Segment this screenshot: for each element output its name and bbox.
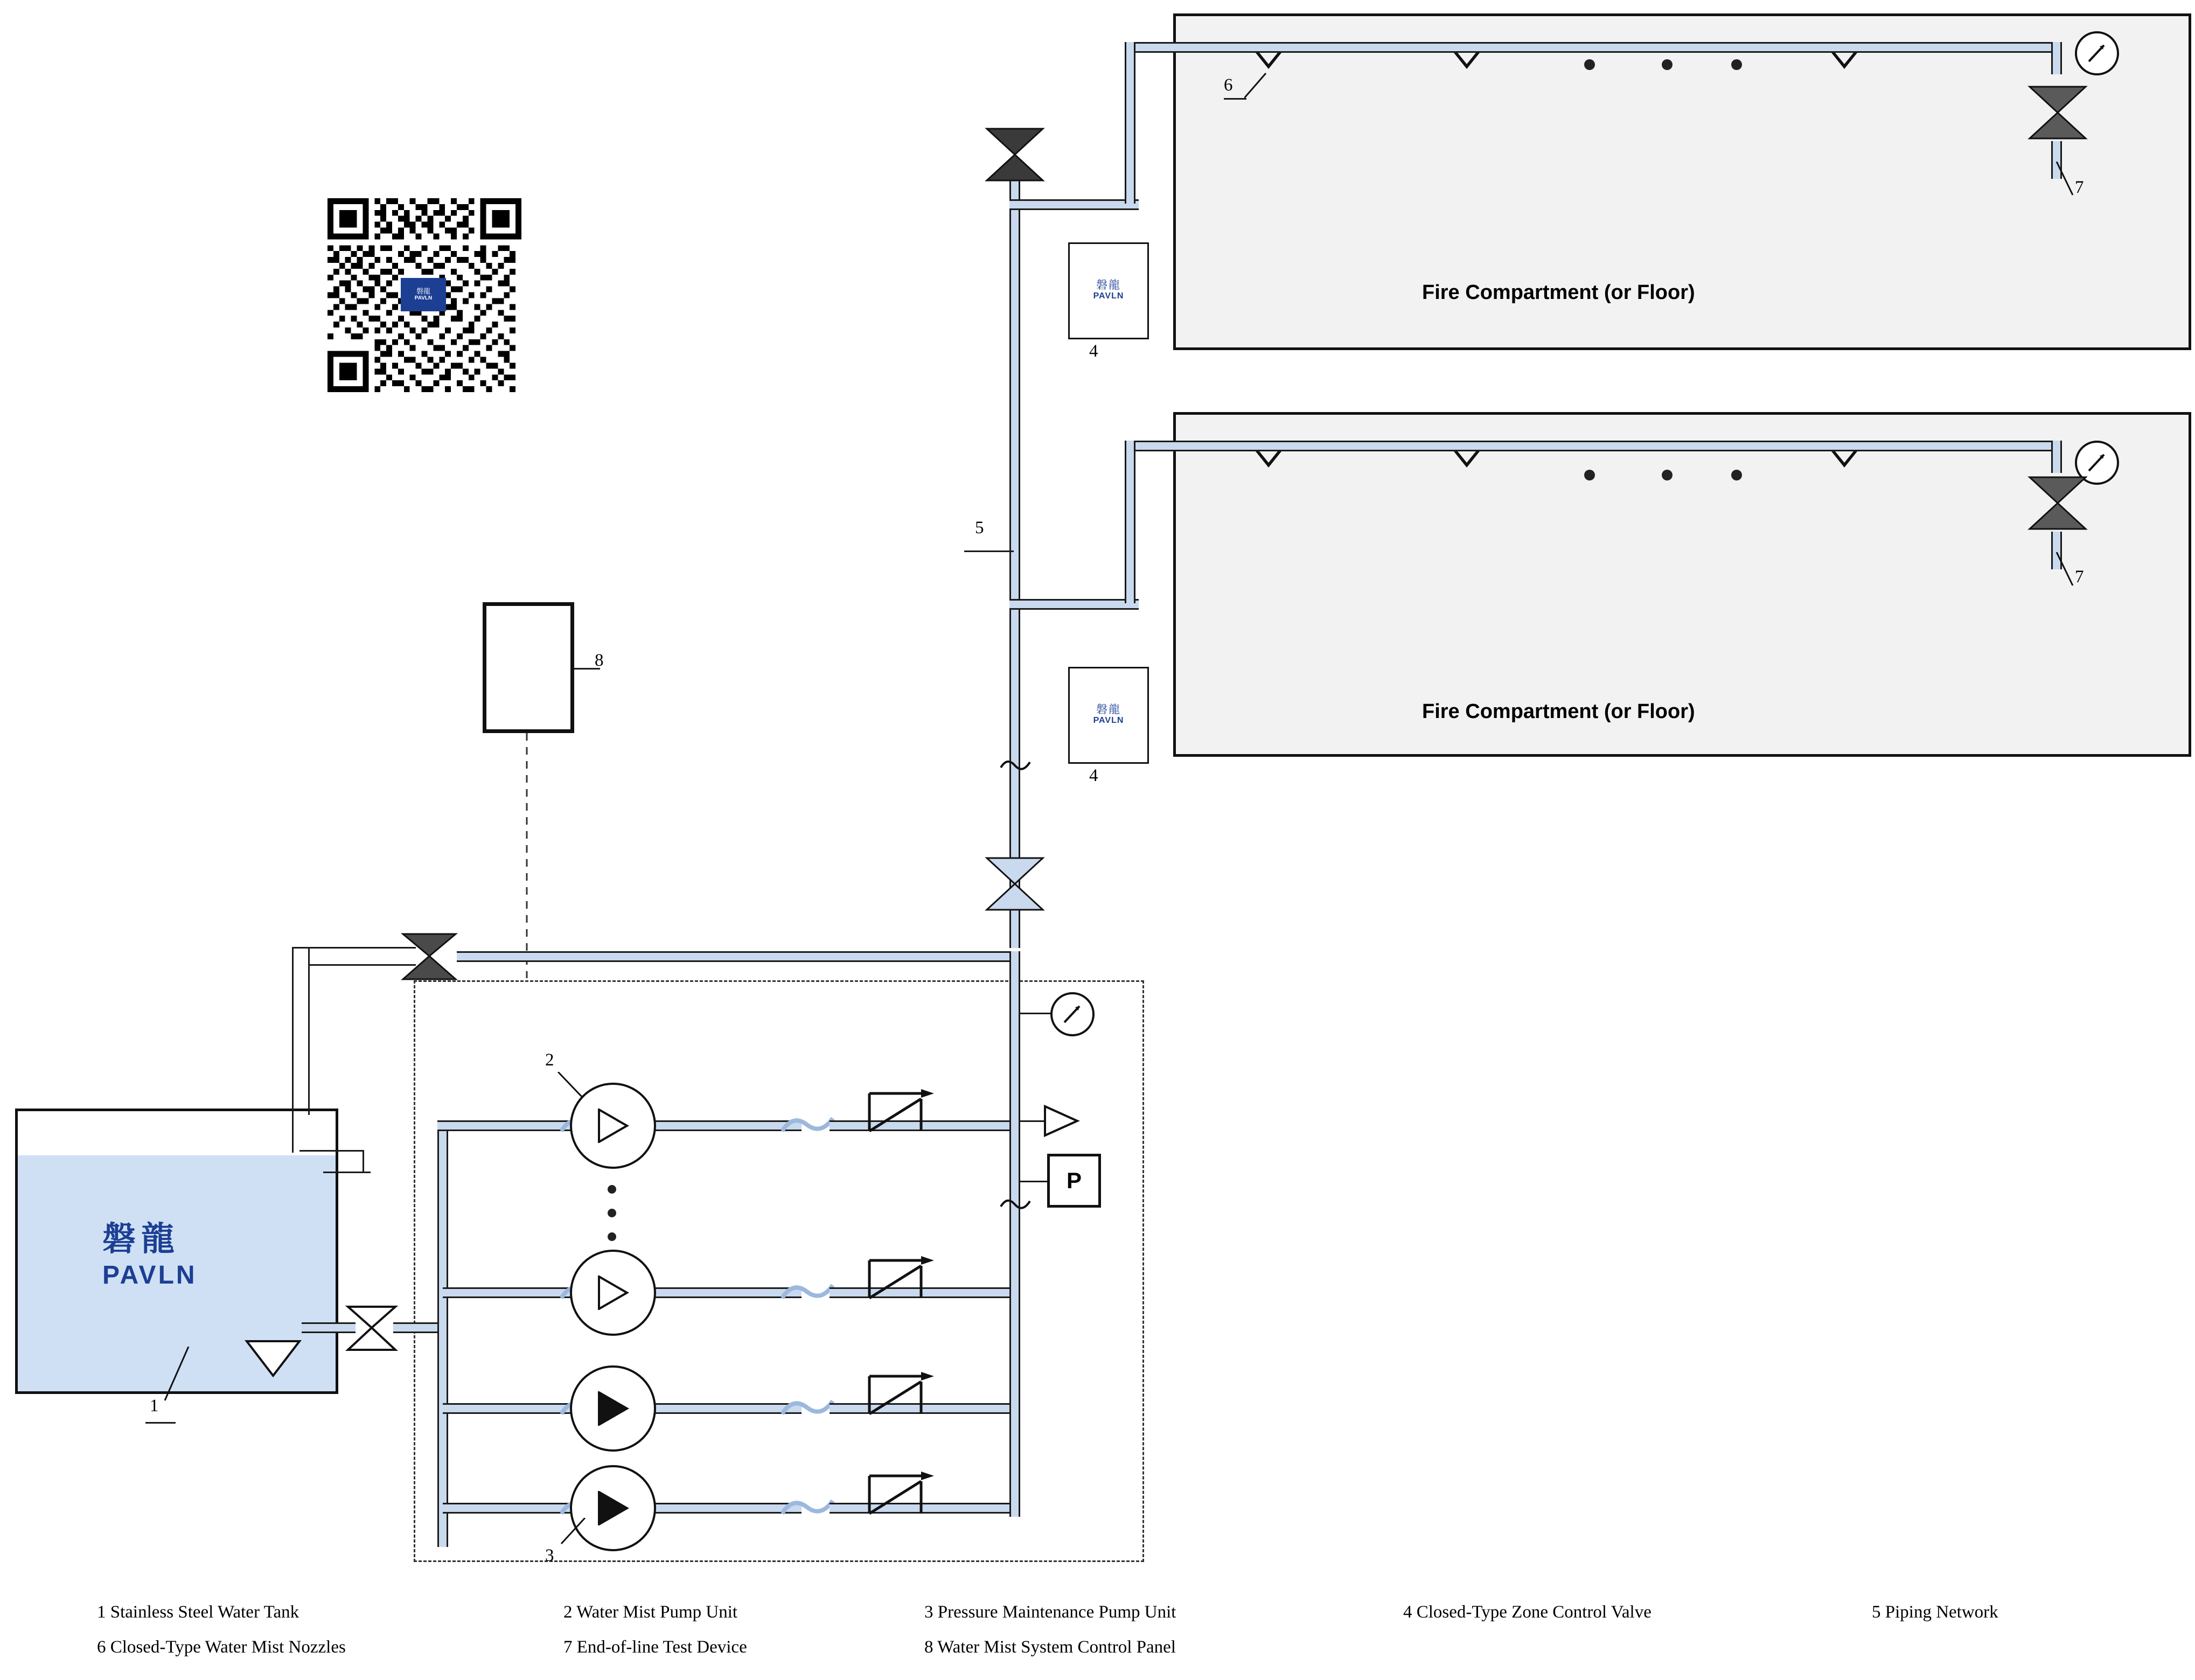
legend-item-8: 8 Water Mist System Control Panel	[924, 1637, 1176, 1657]
qr-code	[327, 198, 521, 392]
callout-tank: 1	[150, 1396, 159, 1416]
pump-3-discharge-pipe	[656, 1403, 802, 1414]
pump-4-suction-pipe	[443, 1503, 572, 1514]
zone-feed-bottom-riser	[1125, 441, 1135, 603]
zone-control-valve-bottom-logo-en: PAVLN	[1093, 716, 1124, 726]
callout-nozzle-leader	[1224, 98, 1246, 100]
zone-feed-bottom	[1009, 599, 1139, 610]
riser-main-control-valve	[977, 855, 1053, 915]
tank-fill-drop	[363, 1150, 364, 1173]
suction-manifold	[437, 1120, 448, 1547]
pump-ellipsis-1	[608, 1185, 616, 1194]
nozzle-bottom-2-inner	[1458, 451, 1476, 463]
nozzle-bottom-1-inner	[1259, 451, 1278, 463]
pump-house-boundary	[414, 980, 1144, 1562]
legend-item-6: 6 Closed-Type Water Mist Nozzles	[97, 1637, 346, 1657]
pressure-switch-label: P	[1066, 1168, 1082, 1193]
nozzle-bottom-3-inner	[1835, 451, 1853, 463]
pump-1-discharge-pipe	[656, 1120, 802, 1131]
check-valve-1	[862, 1077, 948, 1142]
eol-valve-top	[2020, 83, 2095, 143]
callout-tank-underline	[145, 1422, 176, 1424]
pressure-gauge-top	[2075, 31, 2119, 75]
callout-jockey-pump-leader	[558, 1518, 596, 1552]
legend-item-4: 4 Closed-Type Zone Control Valve	[1403, 1602, 1652, 1622]
qr-logo-en: PAVLN	[414, 295, 433, 301]
water-mist-pump-1-impeller-outline	[597, 1109, 629, 1143]
tank-supply-top-1	[292, 947, 416, 949]
discharge-manifold	[1009, 951, 1020, 1517]
pump-ellipsis-2	[608, 1209, 616, 1217]
branch-pipe-top-riser	[2051, 42, 2062, 74]
legend-item-3: 3 Pressure Maintenance Pump Unit	[924, 1602, 1176, 1622]
callout-piping-network: 5	[975, 518, 984, 538]
nozzle-top-2-inner	[1458, 53, 1476, 64]
water-tank-logo-cn: 磐龍	[102, 1219, 180, 1258]
ellipsis-dot-top-1	[1584, 59, 1595, 70]
zone-control-valve-top-logo-en: PAVLN	[1093, 291, 1124, 301]
tank-fill-line-1	[299, 1150, 364, 1152]
callout-piping-leader	[964, 550, 1014, 552]
pump-1-flex-connector-out	[781, 1110, 835, 1141]
zone-control-valve-bottom-logo-cn: 磐龍	[1096, 703, 1121, 716]
legend-item-5: 5 Piping Network	[1872, 1602, 1998, 1622]
qr-logo-cn: 磐龍	[416, 287, 430, 296]
branch-pipe-bottom-riser	[2051, 441, 2062, 473]
control-panel-signal-line	[519, 733, 535, 981]
zone-control-valve-top-logo-cn: 磐龍	[1096, 278, 1121, 292]
suction-connect-pipe	[393, 1322, 443, 1333]
ellipsis-dot-bottom-3	[1731, 470, 1742, 480]
discharge-header	[457, 951, 1020, 962]
control-panel[interactable]	[483, 602, 574, 733]
tank-suction-valve	[345, 1303, 399, 1353]
callout-eol-bottom: 7	[2075, 567, 2084, 587]
callout-pump-unit: 2	[545, 1050, 554, 1070]
pump-4-flex-connector-out	[781, 1492, 835, 1523]
qr-center-logo	[401, 278, 446, 311]
riser-top-valve	[977, 127, 1053, 185]
ellipsis-dot-top-3	[1731, 59, 1742, 70]
pressure-switch-stem	[1020, 1181, 1050, 1182]
pump-2-suction-pipe	[443, 1287, 572, 1298]
pump-2-discharge-pipe	[656, 1287, 802, 1298]
branch-pipe-bottom	[1125, 441, 2062, 451]
legend-item-7: 7 End-of-line Test Device	[563, 1637, 747, 1657]
legend-item-2: 2 Water Mist Pump Unit	[563, 1602, 738, 1622]
zone-control-valve-bottom[interactable]	[1068, 667, 1149, 764]
relief-valve-icon	[1042, 1104, 1085, 1139]
fire-compartment-top-label: Fire Compartment (or Floor)	[1422, 281, 1695, 304]
pump-3-suction-pipe	[443, 1403, 572, 1414]
tank-fill-valve	[400, 931, 459, 982]
zone-feed-top-riser	[1125, 42, 1135, 204]
eol-valve-bottom	[2020, 474, 2095, 533]
water-tank-logo-en: PAVLN	[102, 1261, 197, 1289]
tank-outlet-strainer	[243, 1336, 303, 1379]
main-riser	[1009, 162, 1020, 948]
tank-supply-riser-outer	[292, 947, 294, 1153]
zone-feed-top	[1009, 199, 1139, 210]
pressure-maintenance-pump-1-impeller	[597, 1391, 629, 1426]
check-valve-4	[862, 1460, 948, 1524]
tank-supply-riser-inner	[308, 947, 310, 1115]
pump-4-discharge-pipe	[656, 1503, 802, 1514]
callout-eol-top: 7	[2075, 178, 2084, 197]
riser-break-symbol	[1000, 751, 1032, 778]
legend-item-1: 1 Stainless Steel Water Tank	[97, 1602, 299, 1622]
water-mist-pump-2-impeller	[597, 1275, 629, 1310]
pump-2-flex-connector-out	[781, 1277, 835, 1308]
callout-nozzle: 6	[1224, 75, 1233, 95]
nozzle-top-1-inner	[1259, 53, 1278, 64]
callout-eol-bottom-leader	[2041, 552, 2079, 590]
callout-zone-valve-bottom: 4	[1089, 766, 1098, 785]
pump-1-suction-pipe	[443, 1120, 572, 1131]
pump-ellipsis-3	[608, 1232, 616, 1241]
branch-pipe-top	[1125, 42, 2062, 53]
callout-eol-top-leader	[2041, 162, 2079, 199]
check-valve-3	[862, 1360, 948, 1425]
manifold-pressure-gauge	[1050, 992, 1095, 1036]
ellipsis-dot-bottom-1	[1584, 470, 1595, 480]
pump-3-flex-connector-out	[781, 1392, 835, 1424]
callout-control-panel: 8	[595, 651, 604, 670]
check-valve-2	[862, 1244, 948, 1309]
ellipsis-dot-bottom-2	[1662, 470, 1673, 480]
nozzle-top-3-inner	[1835, 53, 1853, 64]
pressure-maintenance-pump-2-impeller	[597, 1491, 629, 1525]
zone-control-valve-top[interactable]	[1068, 242, 1149, 339]
callout-jockey-pump: 3	[545, 1546, 554, 1565]
fire-compartment-bottom-label: Fire Compartment (or Floor)	[1422, 700, 1695, 723]
ellipsis-dot-top-2	[1662, 59, 1673, 70]
discharge-manifold-break-symbol	[1000, 1190, 1032, 1217]
callout-pump-unit-leader	[555, 1072, 593, 1104]
pressure-switch	[1047, 1154, 1101, 1208]
callout-nozzle-leader-diag	[1244, 71, 1269, 99]
callout-zone-valve-top: 4	[1089, 341, 1098, 361]
